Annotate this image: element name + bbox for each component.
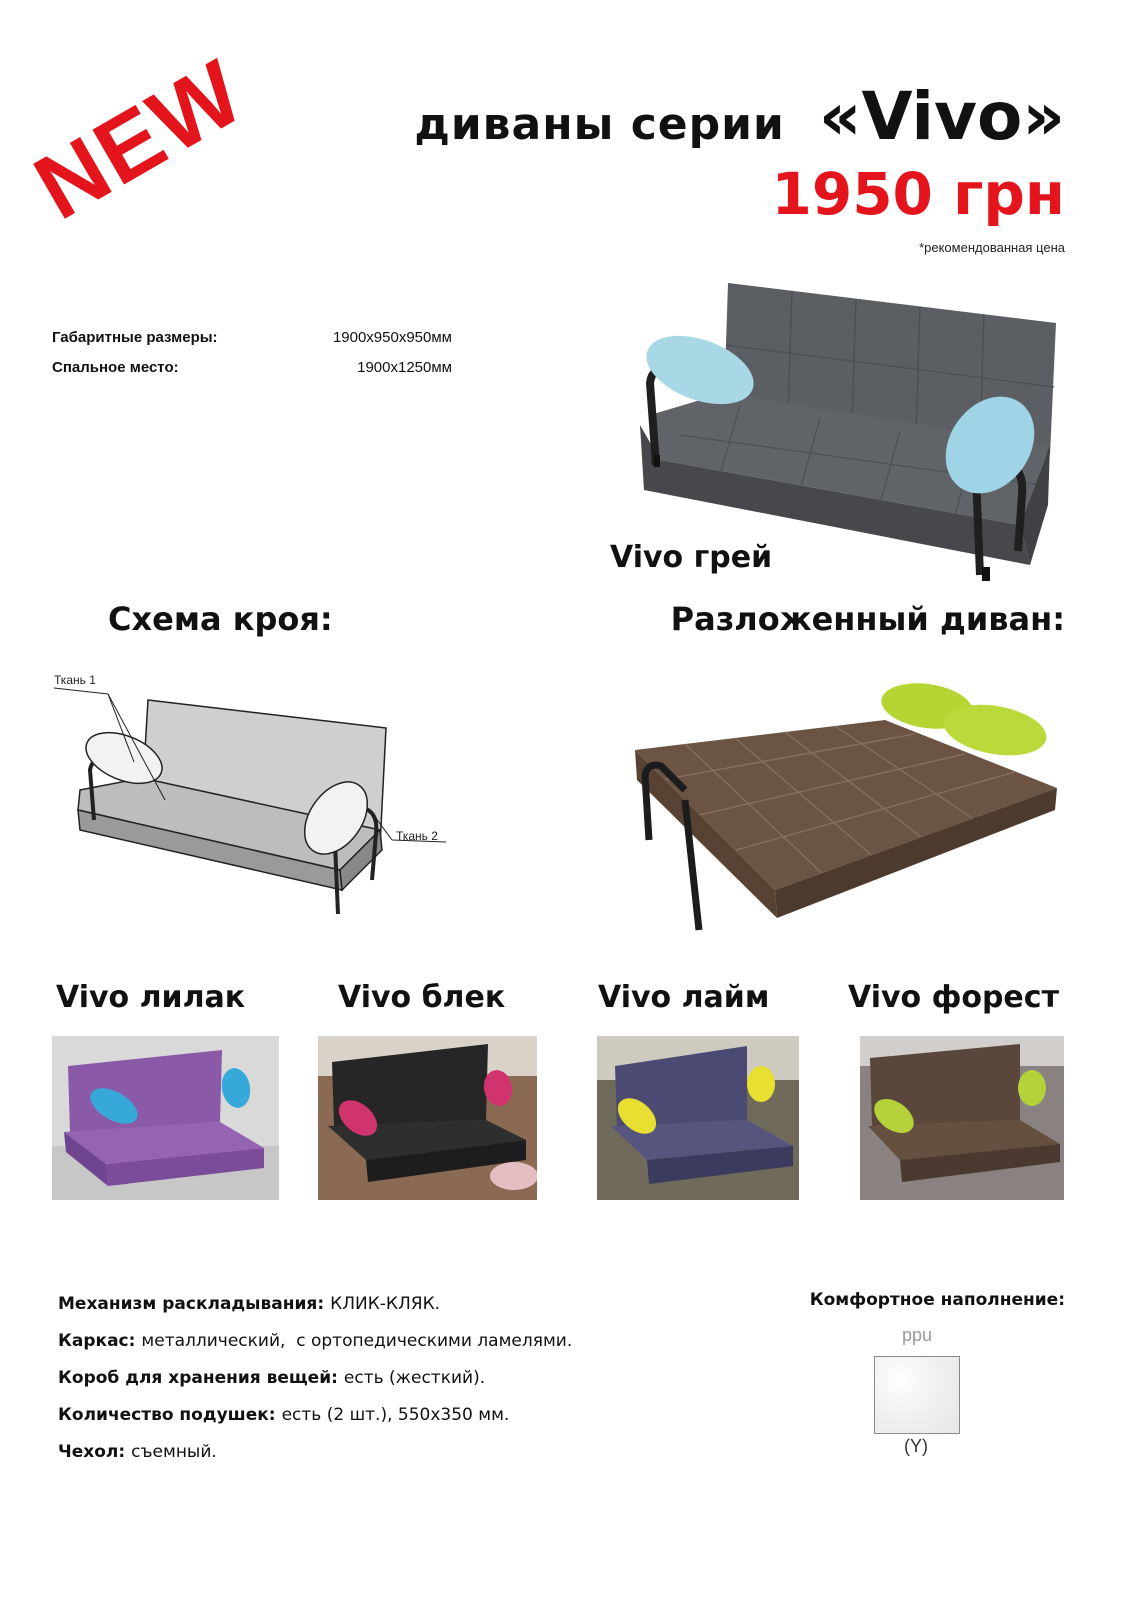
variant-name-black: Vivo блек: [338, 980, 506, 1015]
unfolded-heading: Разложенный диван:: [670, 600, 1065, 638]
spec-value: съемный.: [131, 1441, 217, 1462]
spec-label: Механизм раскладывания:: [58, 1293, 325, 1314]
dimension-row-sleeping: [52, 352, 452, 382]
variant-name-lime: Vivo лайм: [598, 980, 770, 1015]
dimension-value: 1900х950х950мм: [332, 328, 452, 346]
spec-row: [58, 1396, 572, 1433]
variant-name-lilac: Vivo лилак: [56, 980, 246, 1015]
dimension-label: Спальное место:: [52, 358, 179, 376]
price: 1950 грн: [771, 160, 1065, 228]
filling-material: ppu: [902, 1325, 933, 1345]
spec-row: [58, 1285, 572, 1322]
spec-label: Чехол:: [58, 1441, 126, 1462]
scheme-heading: Схема кроя:: [108, 600, 333, 638]
spec-row: [58, 1359, 572, 1396]
dimension-value: 1900х1250мм: [357, 358, 452, 376]
title-prefix: диваны серии: [414, 99, 785, 150]
fabric2-label: Ткань 2: [396, 829, 438, 843]
spec-row: [58, 1433, 572, 1470]
comfort-title: Комфортное наполнение:: [809, 1290, 1065, 1310]
spec-row: [58, 1322, 572, 1359]
price-note: *рекомендованная цена: [919, 240, 1065, 255]
title-brand: «Vivo»: [818, 78, 1065, 155]
spec-value: есть (2 шт.), 550х350 мм.: [281, 1404, 510, 1425]
spec-label: Каркас:: [58, 1330, 136, 1351]
dimension-row-overall: [52, 322, 452, 352]
variant-image-lime: [597, 1036, 799, 1200]
spec-value: КЛИК-КЛЯК.: [330, 1293, 441, 1314]
filling-grade: (Y): [904, 1436, 928, 1456]
dimension-label: Габаритные размеры:: [52, 328, 218, 346]
spec-value: есть (жесткий).: [343, 1367, 486, 1388]
spec-label: Количество подушек:: [58, 1404, 276, 1425]
new-badge: NEW: [18, 40, 261, 240]
page-title: [414, 78, 1065, 155]
main-caption: Vivo грей: [610, 540, 773, 575]
fabric1-label: Ткань 1: [54, 673, 96, 687]
variant-image-forest: [860, 1036, 1064, 1200]
specs-list: [58, 1285, 572, 1470]
spec-value: металлический, с ортопедическими ламелями.: [141, 1330, 573, 1351]
ppu-foam-swatch: [874, 1356, 960, 1434]
sofa-unfolded-image: [625, 680, 1065, 945]
cutting-scheme-diagram: [50, 670, 470, 930]
variant-image-lilac: [52, 1036, 279, 1200]
variant-name-forest: Vivo форест: [848, 980, 1059, 1015]
variant-image-black: [318, 1036, 537, 1200]
dimensions-block: [52, 322, 452, 382]
spec-label: Короб для хранения вещей:: [58, 1367, 338, 1388]
